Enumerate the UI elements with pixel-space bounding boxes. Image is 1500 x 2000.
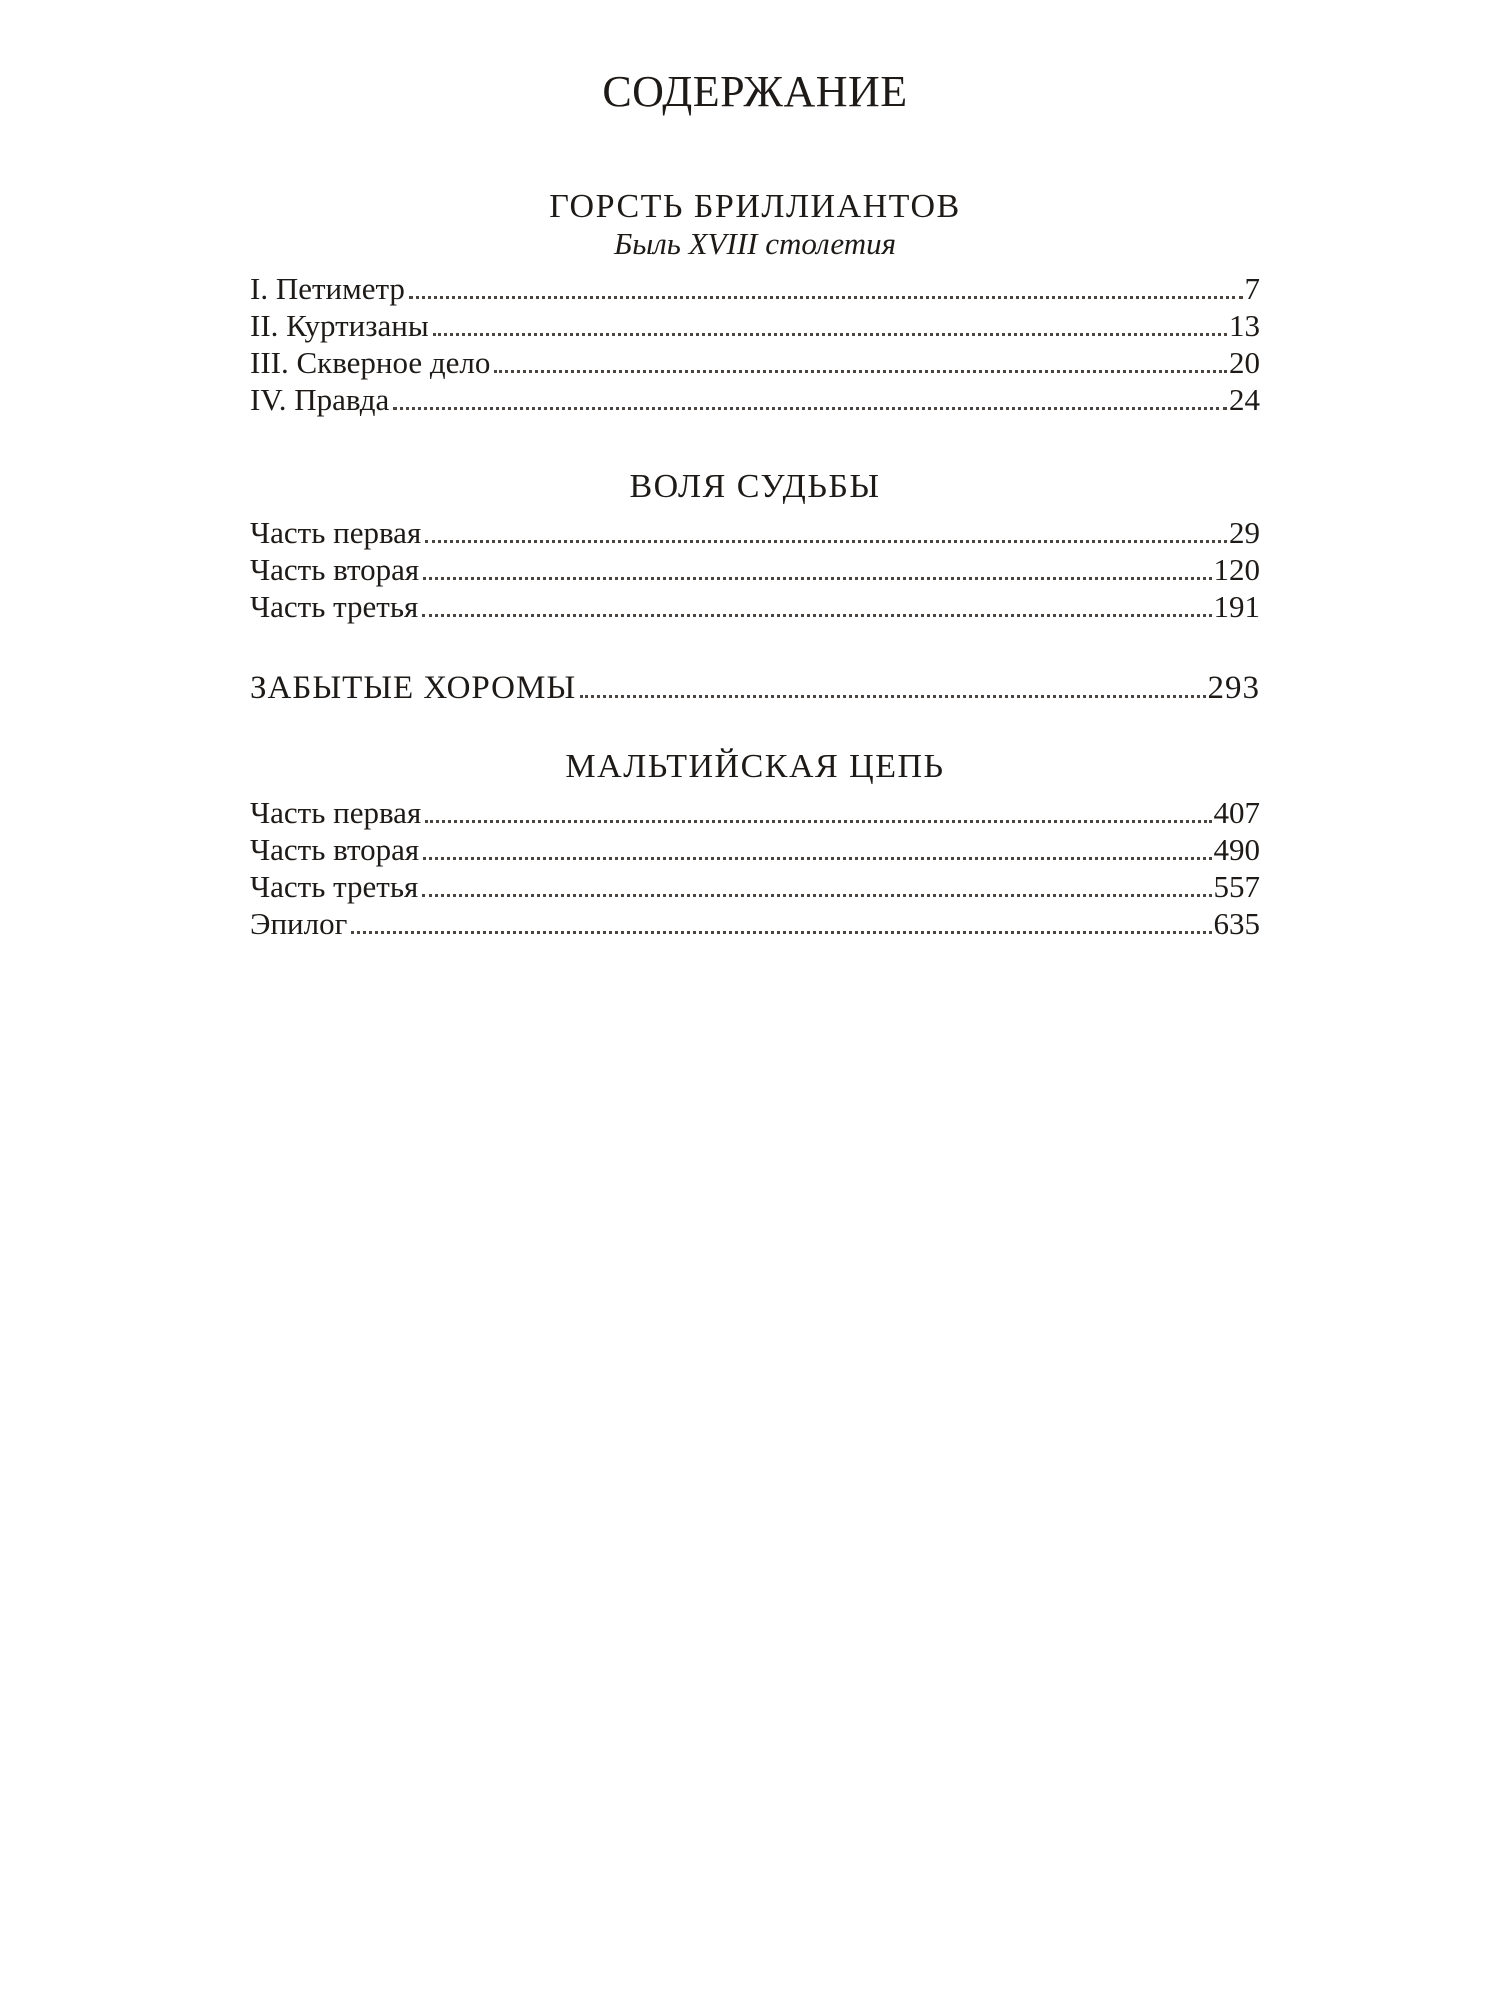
toc-entry[interactable] bbox=[250, 551, 1260, 588]
toc-entry-page: 20 bbox=[1229, 345, 1260, 380]
toc-entry-page: 191 bbox=[1213, 589, 1260, 624]
toc-entry[interactable] bbox=[250, 381, 1260, 418]
toc-entry-label: Часть первая bbox=[250, 795, 422, 830]
toc-entry[interactable] bbox=[250, 307, 1260, 344]
dot-leader bbox=[433, 333, 1227, 336]
toc-entry[interactable] bbox=[250, 270, 1260, 307]
dot-leader bbox=[423, 857, 1211, 860]
toc-entry-page: 557 bbox=[1213, 869, 1260, 904]
toc-entry-page: 635 bbox=[1213, 906, 1260, 941]
toc-entry-label: IV. Правда bbox=[250, 382, 390, 417]
toc-entry-label: III. Скверное дело bbox=[250, 345, 491, 380]
dot-leader bbox=[393, 407, 1227, 410]
toc-entry-page: 293 bbox=[1207, 670, 1260, 706]
section-subtitle: Быль XVIII столетия bbox=[613, 226, 897, 261]
dot-leader bbox=[580, 695, 1205, 698]
toc-section-maltiyskaya-tsep bbox=[250, 748, 1260, 942]
toc-entry[interactable] bbox=[250, 514, 1260, 551]
toc-entry[interactable] bbox=[250, 831, 1260, 868]
toc-entry-page: 13 bbox=[1229, 308, 1260, 343]
page-title: СОДЕРЖАНИЕ bbox=[602, 67, 908, 116]
toc-entry-label: Эпилог bbox=[250, 906, 348, 941]
toc-entry-page: 24 bbox=[1229, 382, 1260, 417]
toc-entry-label: I. Петиметр bbox=[250, 271, 405, 306]
toc-entry-page: 120 bbox=[1213, 552, 1260, 587]
toc-entry-label: Часть вторая bbox=[250, 832, 420, 867]
toc-section-volya-sudby bbox=[250, 468, 1260, 625]
dot-leader bbox=[422, 614, 1211, 617]
toc-list bbox=[250, 514, 1260, 625]
toc-section-gorst-brilliantov bbox=[250, 188, 1260, 418]
dot-leader bbox=[494, 370, 1227, 373]
toc-entry-label: ЗАБЫТЫЕ ХОРОМЫ bbox=[250, 670, 577, 706]
toc-entry[interactable] bbox=[250, 794, 1260, 831]
toc-entry-label: Часть первая bbox=[250, 515, 422, 550]
toc-entry-page: 7 bbox=[1244, 271, 1260, 306]
toc-entry[interactable] bbox=[250, 868, 1260, 905]
toc-list bbox=[250, 794, 1260, 942]
toc-entry-label: Часть третья bbox=[250, 869, 419, 904]
toc-entry-page: 407 bbox=[1213, 795, 1260, 830]
dot-leader bbox=[425, 540, 1227, 543]
toc-entry-page: 29 bbox=[1229, 515, 1260, 550]
toc-entry-page: 490 bbox=[1213, 832, 1260, 867]
toc-entry[interactable] bbox=[250, 668, 1260, 708]
toc-section-zabytye-khoromy bbox=[250, 668, 1260, 708]
toc-entry[interactable] bbox=[250, 905, 1260, 942]
toc-entry-label: Часть третья bbox=[250, 589, 419, 624]
dot-leader bbox=[409, 296, 1243, 299]
dot-leader bbox=[425, 820, 1211, 823]
dot-leader bbox=[423, 577, 1211, 580]
section-title: ВОЛЯ СУДЬБЫ bbox=[629, 468, 881, 505]
toc-entry[interactable] bbox=[250, 344, 1260, 381]
toc-entry[interactable] bbox=[250, 588, 1260, 625]
toc-entry-label: Часть вторая bbox=[250, 552, 420, 587]
dot-leader bbox=[422, 894, 1211, 897]
section-title: ГОРСТЬ БРИЛЛИАНТОВ bbox=[549, 188, 961, 225]
toc-list bbox=[250, 270, 1260, 418]
toc-entry-label: II. Куртизаны bbox=[250, 308, 429, 343]
section-title: МАЛЬТИЙСКАЯ ЦЕПЬ bbox=[565, 748, 945, 785]
dot-leader bbox=[351, 931, 1211, 934]
